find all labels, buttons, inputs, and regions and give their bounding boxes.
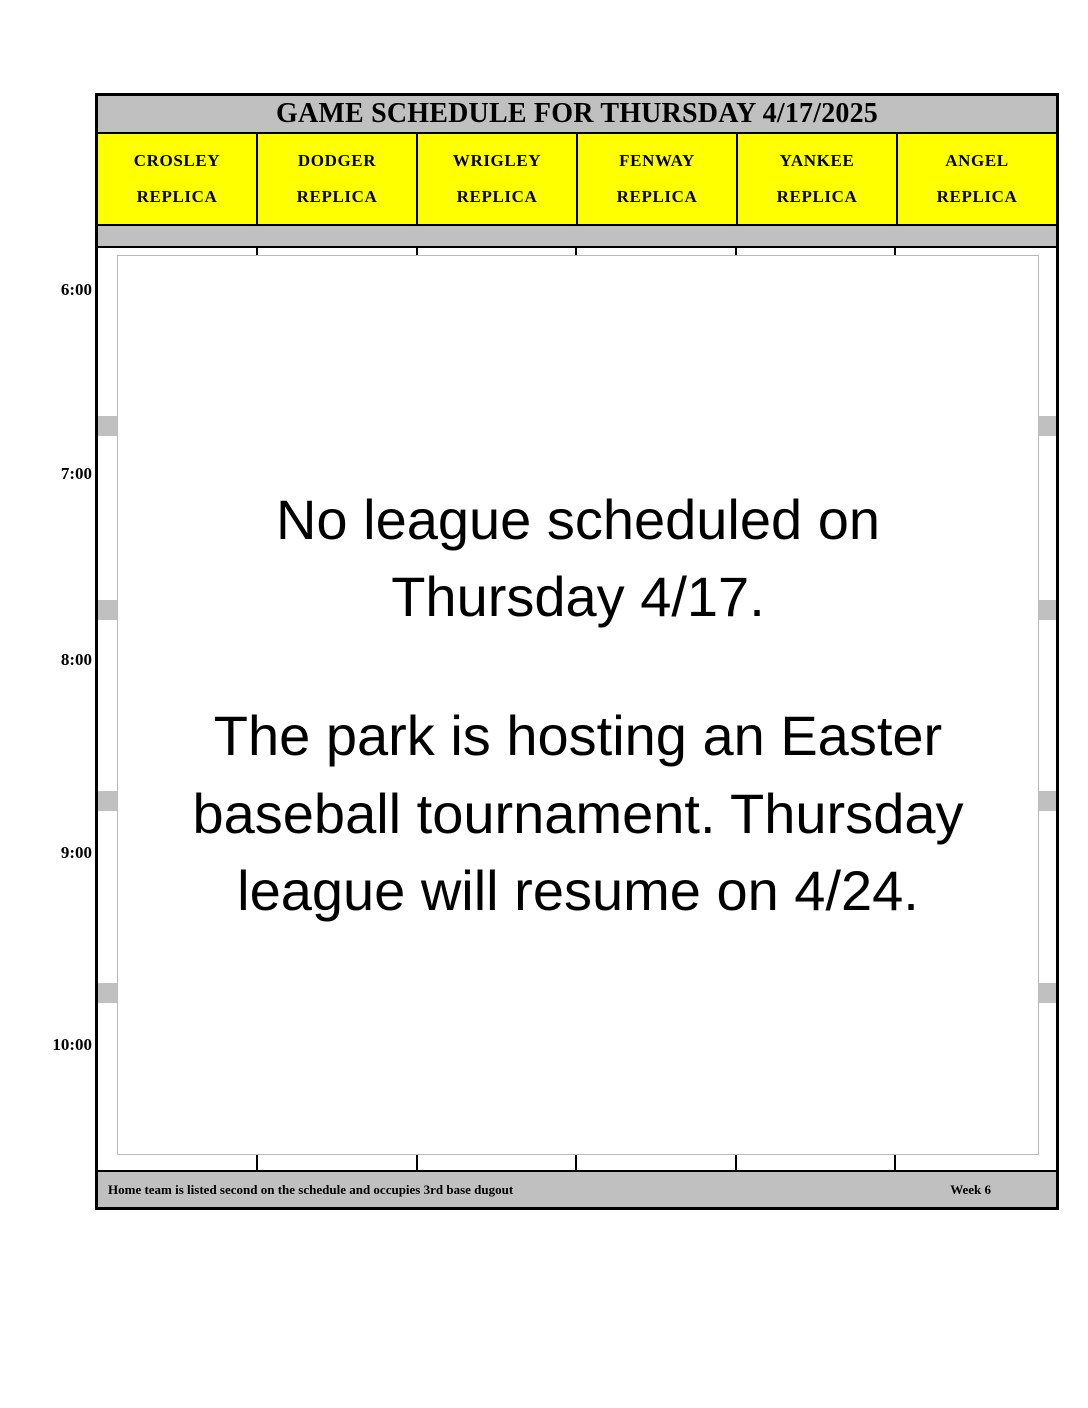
notice-line-2: The park is hosting an Easter baseball tournament. Thursday league will resume on 4/24.	[192, 704, 964, 922]
field-column-fenway	[578, 134, 738, 226]
field-name-line1: FENWAY	[619, 151, 695, 170]
field-name-line2: REPLICA	[776, 187, 858, 206]
field-name-line1: YANKEE	[779, 151, 855, 170]
schedule-title-bar	[98, 96, 1056, 134]
footer-week: Week 6	[950, 1181, 991, 1197]
field-name-line2: REPLICA	[296, 187, 378, 206]
header-separator-band	[98, 226, 1056, 248]
field-column-yankee	[738, 134, 898, 226]
time-label-6: 6:00	[60, 280, 92, 299]
field-name-line1: CROSLEY	[133, 151, 221, 170]
field-name-line2: REPLICA	[936, 187, 1018, 206]
time-label-10: 10:00	[52, 1035, 92, 1054]
field-column-crosley	[98, 134, 258, 226]
footer-note: Home team is listed second on the schedule and occupies 3rd base dugout	[108, 1181, 514, 1197]
field-name-line1: WRIGLEY	[452, 151, 542, 170]
field-name-line1: DODGER	[297, 151, 377, 170]
time-label-7: 7:00	[60, 464, 92, 483]
time-gutter	[0, 93, 92, 1210]
time-label-9: 9:00	[60, 843, 92, 862]
notice-overlay	[117, 255, 1039, 1155]
field-column-dodger	[258, 134, 418, 226]
field-name-line1: ANGEL	[945, 151, 1009, 170]
page-title: GAME SCHEDULE FOR THURSDAY 4/17/2025	[275, 98, 879, 129]
field-name-line2: REPLICA	[616, 187, 698, 206]
field-name-line2: REPLICA	[456, 187, 538, 206]
notice-line-1: No league scheduled on Thursday 4/17.	[275, 487, 881, 629]
schedule-footer	[98, 1170, 1056, 1207]
field-header-row	[98, 134, 1056, 226]
field-column-wrigley	[418, 134, 578, 226]
field-column-angel	[898, 134, 1056, 226]
field-name-line2: REPLICA	[136, 187, 218, 206]
time-label-8: 8:00	[60, 650, 92, 669]
